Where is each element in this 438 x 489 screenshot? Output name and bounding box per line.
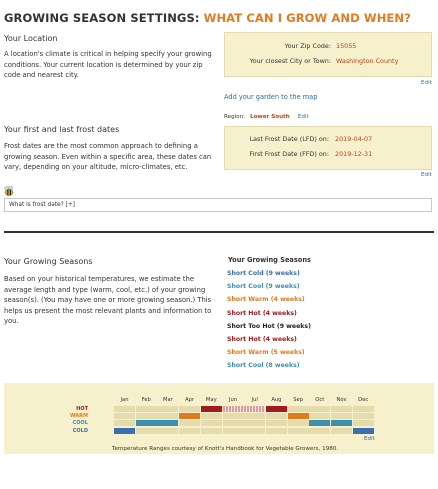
calendar-cell bbox=[201, 406, 222, 412]
frost-info-box bbox=[224, 126, 432, 170]
calendar-cell bbox=[309, 406, 330, 412]
season-item[interactable]: Short Cold (9 weeks) bbox=[227, 270, 300, 277]
section-divider bbox=[4, 231, 434, 233]
calendar-cell bbox=[136, 413, 157, 419]
lfd-label: Last Frost Date (LFD) on: bbox=[249, 135, 329, 143]
calendar-cell bbox=[309, 428, 330, 434]
calendar-cell bbox=[244, 420, 265, 426]
page-title-highlight: WHAT CAN I GROW AND WHEN? bbox=[203, 11, 411, 25]
calendar-cell bbox=[179, 420, 200, 426]
calendar-cell bbox=[288, 420, 309, 426]
calendar-month-label: May bbox=[205, 397, 217, 403]
calendar-cell bbox=[136, 428, 157, 434]
season-item[interactable]: Short Cool (9 weeks) bbox=[227, 283, 300, 291]
calendar-cell bbox=[309, 420, 330, 426]
calendar-cell bbox=[223, 413, 244, 419]
season-item[interactable]: Short Cool (8 weeks) bbox=[227, 362, 300, 370]
season-item[interactable]: Short Too Hot (9 weeks) bbox=[227, 322, 311, 330]
bee-icon bbox=[3, 185, 15, 197]
zip-label: Your Zip Code: bbox=[284, 42, 331, 50]
calendar-cell bbox=[114, 406, 135, 412]
calendar-cell bbox=[223, 420, 244, 426]
location-edit-link[interactable]: Edit bbox=[421, 80, 432, 86]
calendar-month-label: Jan bbox=[120, 397, 129, 403]
calendar-cell bbox=[223, 428, 244, 434]
page-title bbox=[4, 11, 411, 25]
calendar-month-label: Sep bbox=[293, 397, 303, 403]
city-label: Your closest City or Town: bbox=[249, 57, 331, 65]
seasons-heading: Your Growing Seasons bbox=[4, 257, 93, 266]
region-row bbox=[224, 103, 309, 122]
region-value: Lower South bbox=[250, 114, 290, 120]
calendar-cell bbox=[157, 413, 178, 419]
calendar-row-label: COLD bbox=[72, 427, 88, 434]
frost-edit-link[interactable]: Edit bbox=[421, 172, 432, 178]
calendar-cell bbox=[223, 406, 244, 412]
calendar-cell bbox=[331, 406, 352, 412]
calendar-row-label: WARM bbox=[70, 413, 88, 420]
calendar-row-label: COOL bbox=[72, 420, 88, 427]
calendar-month-label: Mar bbox=[162, 397, 173, 403]
calendar-cell bbox=[114, 428, 135, 434]
ffd-label: First Frost Date (FFD) on: bbox=[249, 150, 329, 158]
location-info-box bbox=[224, 32, 432, 77]
calendar-month-label: Jun bbox=[228, 397, 238, 403]
frost-heading: Your first and last frost dates bbox=[4, 125, 120, 134]
calendar-cell bbox=[157, 428, 178, 434]
calendar-cell bbox=[266, 428, 287, 434]
calendar-month-label: Feb bbox=[141, 397, 151, 403]
calendar-cell bbox=[136, 420, 157, 426]
calendar-cell bbox=[179, 406, 200, 412]
calendar-cell bbox=[201, 420, 222, 426]
calendar-cell bbox=[179, 413, 200, 419]
calendar-cell bbox=[244, 428, 265, 434]
calendar-cell bbox=[331, 413, 352, 419]
location-description: A location's climate is critical in helping specify your growing conditions. Your current location is determined by your zip code and nearest city. bbox=[4, 50, 212, 80]
calendar-cell bbox=[353, 406, 374, 412]
zip-value: 15055 bbox=[336, 42, 357, 50]
location-heading: Your Location bbox=[4, 34, 58, 43]
calendar-cell bbox=[331, 420, 352, 426]
seasons-list-title: Your Growing Seasons bbox=[228, 256, 311, 264]
calendar-credit: Temperature Ranges courtesy of Knott's Handbook for Vegetable Growers, 1980. bbox=[112, 446, 339, 452]
calendar-cell bbox=[309, 413, 330, 419]
region-edit-link[interactable]: Edit bbox=[297, 114, 309, 120]
calendar-cell bbox=[288, 413, 309, 419]
calendar-cell bbox=[136, 406, 157, 412]
season-item[interactable]: Short Hot (4 weeks) bbox=[227, 309, 297, 317]
calendar-cell bbox=[201, 413, 222, 419]
calendar-row-label: HOT bbox=[76, 406, 88, 412]
lfd-value: 2019-04-07 bbox=[335, 135, 373, 143]
calendar-cell bbox=[288, 406, 309, 412]
calendar-cell bbox=[244, 406, 265, 412]
calendar-cell bbox=[201, 428, 222, 434]
calendar-cell bbox=[353, 413, 374, 419]
calendar-cell bbox=[157, 406, 178, 412]
calendar-month-label: Apr bbox=[185, 397, 195, 403]
season-item[interactable]: Short Hot (4 weeks) bbox=[227, 336, 297, 343]
calendar-cell bbox=[157, 420, 178, 426]
calendar-cell bbox=[331, 428, 352, 434]
calendar-cell bbox=[266, 413, 287, 419]
calendar-edit-link[interactable]: Edit bbox=[364, 436, 375, 442]
region-label: Region: bbox=[224, 114, 246, 120]
calendar-cell bbox=[353, 420, 374, 426]
calendar-month-label: Dec bbox=[358, 397, 369, 403]
ffd-value: 2019-12-31 bbox=[335, 150, 373, 158]
page-title-main: GROWING SEASON SETTINGS: bbox=[4, 11, 204, 25]
calendar-cell bbox=[114, 413, 135, 419]
calendar-month-label: Nov bbox=[336, 397, 347, 403]
calendar-cell bbox=[179, 428, 200, 434]
calendar-month-label: Oct bbox=[315, 397, 325, 403]
season-item[interactable]: Short Warm (5 weeks) bbox=[227, 349, 305, 357]
season-item[interactable]: Short Warm (4 weeks) bbox=[227, 296, 305, 304]
seasons-description: Based on your historical temperatures, we estimate the average length and type (warm, cool, etc.) of your growing season(s). (You may have one or more growing season.) This helps us present the most relevant plants and information to you. bbox=[4, 275, 212, 326]
city-value: Washington County bbox=[336, 57, 399, 65]
calendar-cell bbox=[266, 406, 287, 412]
calendar-cell bbox=[266, 420, 287, 426]
calendar-month-label: Aug bbox=[271, 397, 282, 403]
frost-description: Frost dates are the most common approach to defining a growing season. Even within a specific area, these dates can vary, depending on your altitude, micro-climates, etc. bbox=[4, 142, 212, 172]
calendar-cell bbox=[353, 428, 374, 434]
calendar-cell bbox=[114, 420, 135, 426]
calendar-cell bbox=[244, 413, 265, 419]
frost-date-faq-toggle[interactable]: What is frost date? [+] bbox=[4, 198, 432, 212]
add-garden-map-link[interactable]: Add your garden to the map bbox=[224, 93, 318, 101]
calendar-month-label: Jul bbox=[251, 397, 258, 403]
calendar-cell bbox=[288, 428, 309, 434]
